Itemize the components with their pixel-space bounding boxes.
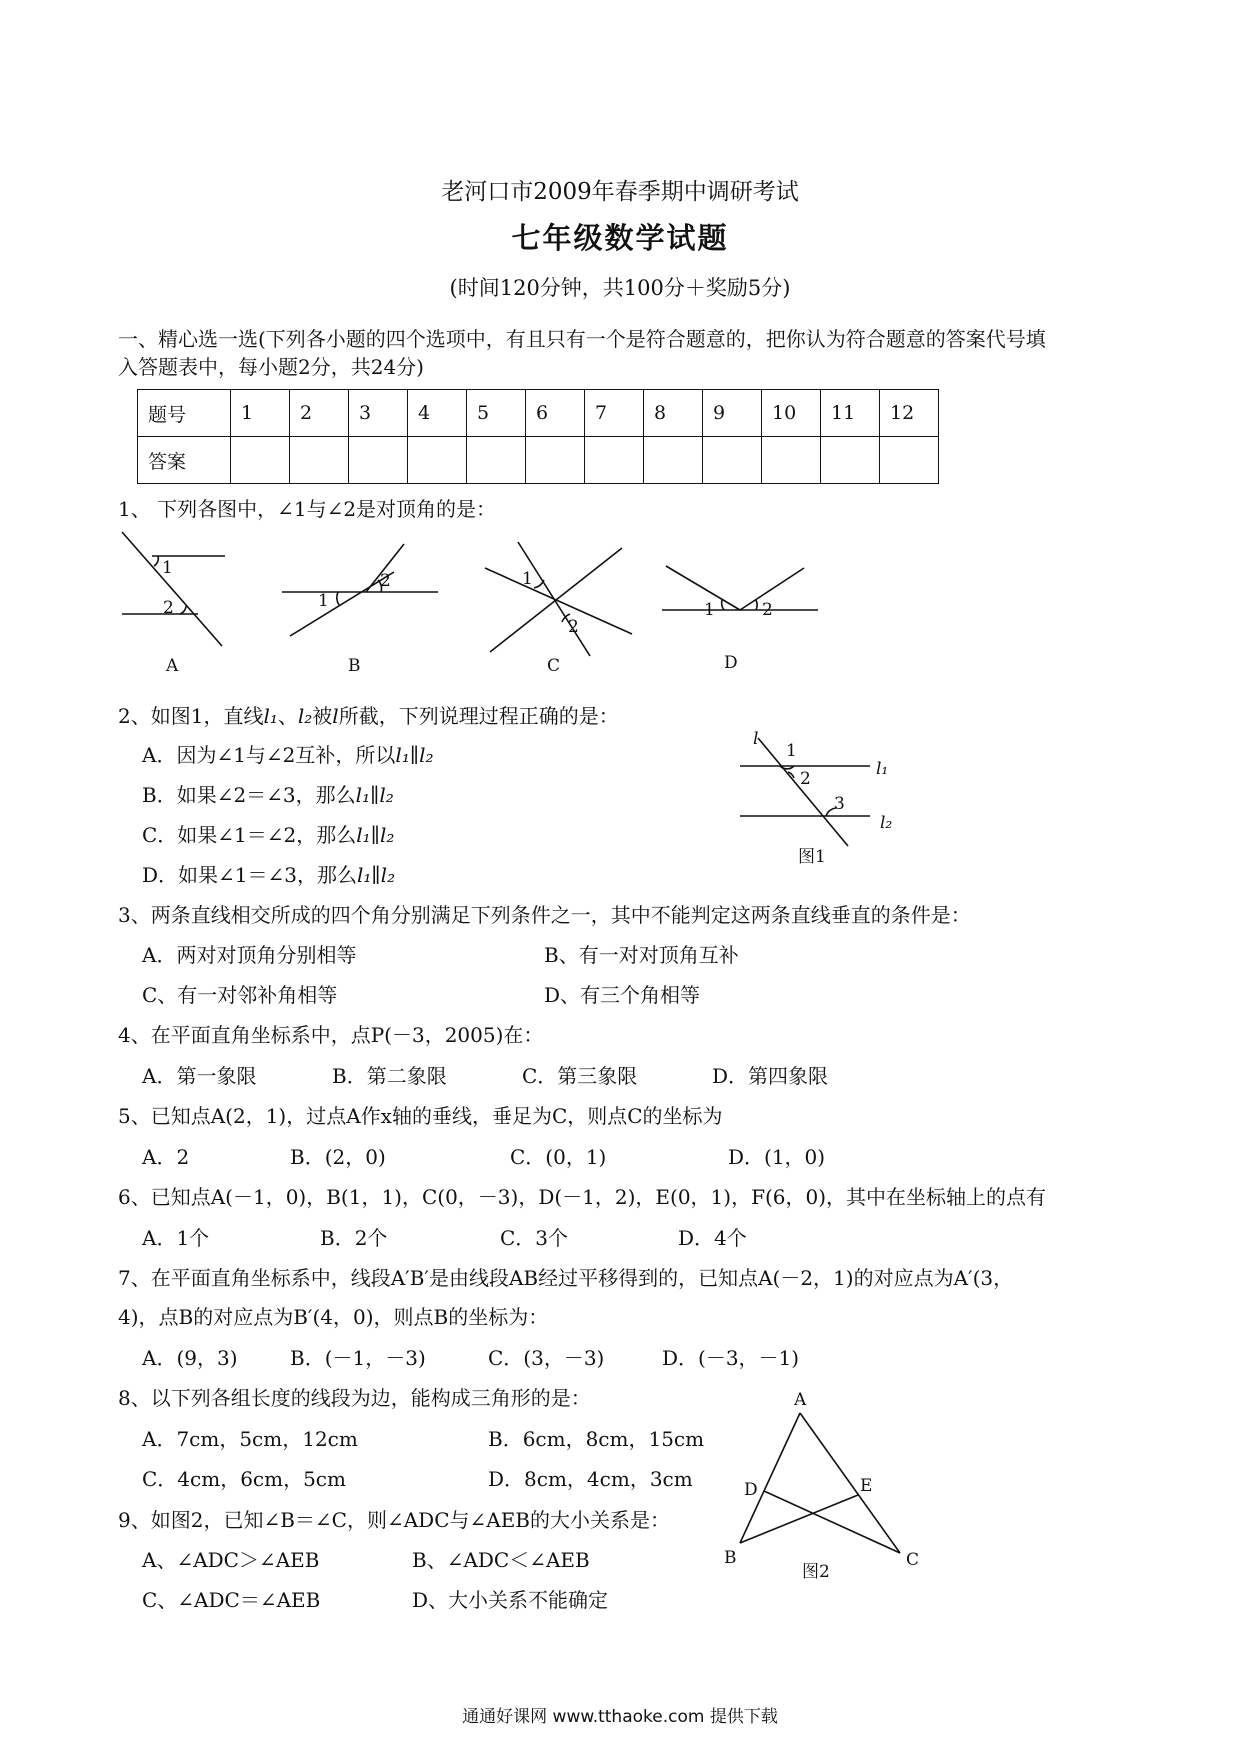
q5-option-d: D．(1，0) bbox=[728, 1145, 826, 1169]
q7-stem-line2: 4)，点B的对应点为B′(4，0)，则点B的坐标为： bbox=[118, 1305, 549, 1329]
q1d-angle2-label: 2 bbox=[762, 600, 773, 620]
q9-stem: 9、如图2，已知∠B＝∠C，则∠ADC与∠AEB的大小关系是： bbox=[118, 1508, 671, 1532]
q1b-angle1-label: 1 bbox=[318, 591, 329, 611]
q2-line-l: l bbox=[332, 704, 339, 728]
q1-figures bbox=[110, 528, 830, 678]
q7-option-b: B．(－1，－3) bbox=[290, 1346, 426, 1370]
q9-fig-label-d: D bbox=[744, 1480, 758, 1500]
section-intro-line1: 一、精心选一选(下列各小题的四个选项中，有且只有一个是符合题意的，把你认为符合题意的答案代号填 bbox=[118, 327, 1046, 351]
q5-option-b: B．(2，0) bbox=[290, 1145, 386, 1169]
q1-figure-a bbox=[122, 532, 225, 676]
answer-table-number: 1 bbox=[231, 390, 290, 437]
q6-option-c: C．3个 bbox=[500, 1226, 569, 1250]
q2-fig-angle2: 2 bbox=[800, 769, 811, 789]
answer-table-number: 9 bbox=[703, 390, 762, 437]
q2-fig-label-l2: l₂ bbox=[880, 813, 893, 833]
exam-time-info: (时间120分钟，共100分＋奖励5分) bbox=[449, 276, 791, 300]
q9-option-c: C、∠ADC＝∠AEB bbox=[142, 1588, 321, 1612]
q4-stem: 4、在平面直角坐标系中，点P(－3，2005)在： bbox=[118, 1023, 544, 1047]
q6-option-b: B．2个 bbox=[320, 1226, 388, 1250]
q2-line-l1: l₁ bbox=[355, 783, 371, 807]
q1-stem: 1、 下列各图中，∠1与∠2是对顶角的是： bbox=[118, 497, 497, 521]
q1a-angle1-label: 1 bbox=[162, 558, 173, 578]
q2-option-d bbox=[142, 863, 395, 887]
q9-fig-caption: 图2 bbox=[802, 1562, 830, 1582]
q2-option-b bbox=[142, 783, 394, 807]
answer-cell[interactable] bbox=[762, 437, 821, 484]
answer-cell[interactable] bbox=[526, 437, 585, 484]
q1-figure-c bbox=[485, 542, 632, 676]
q2-option-b-text: B．如果∠2＝∠3，那么 bbox=[142, 783, 356, 807]
q2-fig-angle3: 3 bbox=[834, 794, 845, 814]
exam-header: 老河口市2009年春季期中调研考试 bbox=[441, 179, 799, 205]
page-footer: 通通好课网 www.tthaoke.com 提供下载 bbox=[462, 1707, 778, 1727]
q2-stem-part: 2、如图1，直线 bbox=[118, 704, 264, 728]
answer-cell[interactable] bbox=[349, 437, 408, 484]
q2-line-l2: l₂ bbox=[379, 823, 395, 847]
q9-option-d: D、大小关系不能确定 bbox=[412, 1588, 609, 1612]
q1-caption-d: D bbox=[724, 653, 738, 673]
answer-table-label-answer: 答案 bbox=[138, 437, 231, 484]
q2-line-l1: l₁ bbox=[357, 863, 372, 887]
q3-option-d: D、有三个角相等 bbox=[544, 983, 701, 1007]
q3-option-b: B、有一对对顶角互补 bbox=[544, 943, 739, 967]
q2-line-l1: l₁ bbox=[356, 823, 371, 847]
exam-title: 七年级数学试题 bbox=[511, 221, 729, 255]
q1c-angle1-label: 1 bbox=[522, 569, 533, 589]
q8-option-c: C．4cm，6cm，5cm bbox=[142, 1467, 346, 1491]
answer-table-number: 5 bbox=[467, 390, 526, 437]
q9-option-a: A、∠ADC＞∠AEB bbox=[142, 1548, 320, 1572]
q2-line-l2: l₂ bbox=[379, 783, 394, 807]
answer-table-number: 12 bbox=[880, 390, 939, 437]
answer-cell[interactable] bbox=[821, 437, 880, 484]
parallel-symbol: ∥ bbox=[371, 863, 381, 887]
q1-caption-c: C bbox=[547, 656, 561, 676]
q6-option-d: D．4个 bbox=[678, 1226, 747, 1250]
answer-table-number: 11 bbox=[821, 390, 880, 437]
parallel-symbol: ∥ bbox=[370, 823, 380, 847]
q2-line-l1: l₁ bbox=[395, 743, 410, 767]
answer-cell[interactable] bbox=[644, 437, 703, 484]
q1-figure-b bbox=[282, 544, 438, 676]
q6-option-a: A．1个 bbox=[142, 1226, 210, 1250]
q3-option-a: A．两对对顶角分别相等 bbox=[142, 943, 357, 967]
answer-table-number: 6 bbox=[526, 390, 585, 437]
q1a-angle2-label: 2 bbox=[163, 598, 174, 618]
q9-fig-label-b: B bbox=[724, 1548, 737, 1568]
q2-stem-part: 被 bbox=[312, 704, 333, 728]
q6-stem: 6、已知点A(－1，0)，B(1，1)，C(0，－3)，D(－1，2)，E(0，1)，F(6，0)，其中在坐标轴上的点有 bbox=[118, 1185, 1047, 1209]
q2-line-l2: l₂ bbox=[380, 863, 396, 887]
q4-option-b: B．第二象限 bbox=[332, 1064, 447, 1088]
q2-stem bbox=[118, 704, 619, 728]
q2-figure-1 bbox=[730, 726, 910, 876]
q9-fig-label-a: A bbox=[794, 1390, 807, 1410]
answer-table-label-number: 题号 bbox=[138, 390, 231, 437]
answer-table-number: 4 bbox=[408, 390, 467, 437]
q7-option-d: D．(－3，－1) bbox=[662, 1346, 800, 1370]
answer-cell[interactable] bbox=[231, 437, 290, 484]
answer-cell[interactable] bbox=[585, 437, 644, 484]
answer-table-answer-row bbox=[138, 437, 939, 484]
answer-table-number: 3 bbox=[349, 390, 408, 437]
answer-table-number: 8 bbox=[644, 390, 703, 437]
answer-table-number: 7 bbox=[585, 390, 644, 437]
q4-option-c: C．第三象限 bbox=[522, 1064, 638, 1088]
q8-option-d: D．8cm，4cm，3cm bbox=[488, 1467, 693, 1491]
q9-fig-label-e: E bbox=[860, 1476, 873, 1496]
q4-option-a: A．第一象限 bbox=[142, 1064, 257, 1088]
q2-fig-label-l1: l₁ bbox=[876, 759, 889, 779]
q9-fig-label-c: C bbox=[906, 1550, 920, 1570]
section-intro-line2: 入答题表中，每小题2分，共24分) bbox=[118, 355, 424, 379]
q2-line-l2: l₂ bbox=[419, 743, 434, 767]
answer-cell[interactable] bbox=[290, 437, 349, 484]
q2-separator: 、 bbox=[277, 704, 298, 728]
q2-option-c bbox=[142, 823, 394, 847]
answer-table-number: 2 bbox=[290, 390, 349, 437]
q1-caption-b: B bbox=[348, 656, 361, 676]
q9-figure-2 bbox=[720, 1385, 940, 1585]
parallel-symbol: ∥ bbox=[409, 743, 420, 767]
q8-option-b: B．6cm，8cm，15cm bbox=[488, 1427, 705, 1451]
q2-option-c-text: C．如果∠1＝∠2，那么 bbox=[142, 823, 357, 847]
q1d-angle1-label: 1 bbox=[704, 600, 715, 620]
q9-option-b: B、∠ADC＜∠AEB bbox=[412, 1548, 590, 1572]
answer-cell[interactable] bbox=[880, 437, 939, 484]
answer-table-header-row bbox=[138, 390, 939, 437]
q7-stem-line1: 7、在平面直角坐标系中，线段A′B′是由线段AB经过平移得到的，已知点A(－2，1)的对应点为A′(3， bbox=[118, 1266, 1014, 1290]
q2-option-a-text: A．因为∠1与∠2互补，所以 bbox=[142, 743, 396, 767]
answer-table bbox=[137, 389, 939, 484]
q3-option-c: C、有一对邻补角相等 bbox=[142, 983, 338, 1007]
q2-option-d-text: D．如果∠1＝∠3，那么 bbox=[142, 863, 357, 887]
answer-cell[interactable] bbox=[703, 437, 762, 484]
q1-figure-d bbox=[662, 566, 818, 673]
q2-line-l2: l₂ bbox=[297, 704, 313, 728]
q1c-angle2-label: 2 bbox=[568, 617, 579, 637]
q4-option-d: D．第四象限 bbox=[712, 1064, 829, 1088]
q2-line-l1: l₁ bbox=[263, 704, 278, 728]
q5-option-c: C．(0，1) bbox=[510, 1145, 607, 1169]
q2-fig-label-l: l bbox=[753, 729, 759, 749]
answer-cell[interactable] bbox=[467, 437, 526, 484]
q7-option-c: C．(3，－3) bbox=[488, 1346, 605, 1370]
answer-table-number: 10 bbox=[762, 390, 821, 437]
q2-stem-part: 所截，下列说理过程正确的是： bbox=[338, 704, 619, 728]
parallel-symbol: ∥ bbox=[370, 783, 380, 807]
q1-caption-a: A bbox=[166, 656, 179, 676]
answer-cell[interactable] bbox=[408, 437, 467, 484]
q2-fig-angle1: 1 bbox=[786, 741, 797, 761]
q2-option-a bbox=[142, 743, 434, 767]
q5-option-a: A．2 bbox=[142, 1145, 190, 1169]
q2-fig-caption: 图1 bbox=[798, 847, 826, 867]
q1b-angle2-label: 2 bbox=[380, 571, 391, 591]
q5-stem: 5、已知点A(2，1)，过点A作x轴的垂线，垂足为C，则点C的坐标为 bbox=[118, 1104, 723, 1128]
q8-stem: 8、以下列各组长度的线段为边，能构成三角形的是： bbox=[118, 1386, 591, 1410]
q7-option-a: A．(9，3) bbox=[142, 1346, 238, 1370]
q3-stem: 3、两条直线相交所成的四个角分别满足下列条件之一，其中不能判定这两条直线垂直的条件是： bbox=[118, 903, 971, 927]
q8-option-a: A．7cm，5cm，12cm bbox=[142, 1427, 358, 1451]
